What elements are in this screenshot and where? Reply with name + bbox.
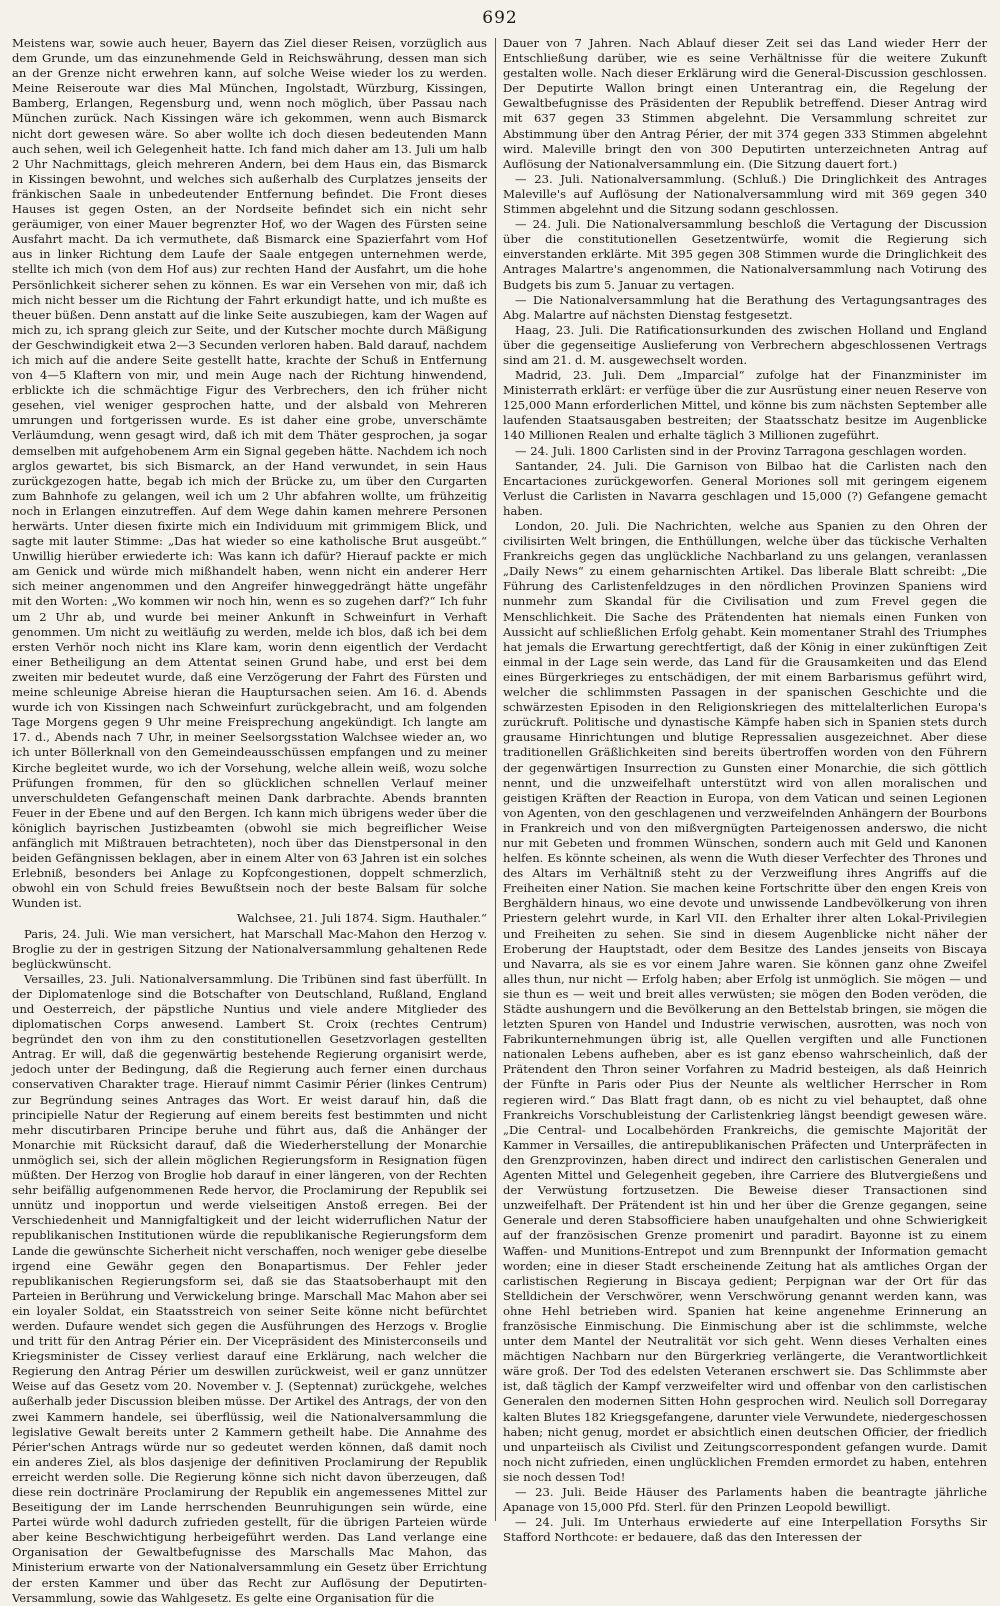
report-versailles-23: — 23. Juli. Nationalversammlung. (Schluß.) Die Dringlichkeit des Antrages Maleville's auf Auflösung der Nationalversammlung wird mit 369 gegen 340 Stimmen abgelehnt und die Sitzung sodann geschlossen. [503, 171, 987, 217]
report-madrid-24: — 24. Juli. 1800 Carlisten sind in der Provinz Tarragona geschlagen worden. [515, 443, 967, 458]
column-divider [495, 38, 496, 1521]
report-continuation: Dauer von 7 Jahren. Nach Ablauf dieser Zeit sei das Land wieder Herr der Entschließung darüber, wie es seine Verhältnisse für die weitere Zukunft gestalten wolle. Nach dieser Erklärung wird die General-Discussion geschlossen. Der Deputirte Wallon bringt einen Unterantrag ein, die Regelung der Gewaltbefugnisse des Präsidenten der Republik betreffend. Dieser Antrag wird mit 637 gegen 33 Stimmen abgelehnt. Die Versammlung schreitet zur Abstimmung über den Antrag Périer, der mit 374 gegen 333 Stimmen abgelehnt wird. Maleville bringt den von 300 Deputirten unterzeichneten Antrag auf Auflösung der Nationalversammlung ein. (Die Sitzung dauert fort.) [503, 36, 987, 171]
report-versailles: Versailles, 23. Juli. Nationalversammlung. Die Tribünen sind fast überfüllt. In der Diplomatenloge sind die Botschafter von Deutschland, Rußland, England und Oesterreich, der päpstliche Nuntius und viele andere Mitglieder des diplomatischen Corps anwesend. Lambert St. Croix (rechtes Centrum) begründet den von ihm zu den constitutionellen Gesetzvorlagen gestellten Antrag. Er will, daß die gegenwärtig bestehende Regierung organisirt werde, jedoch unter der Bedingung, daß die Regierung auch ferner einen durchaus conservativen Charakter trage. Hierauf nimmt Casimir Périer (linkes Centrum) zur Begründung seines Antrages das Wort. Er weist darauf hin, daß die principielle Natur der Regierung auf einem bereits fest bestimmten und nicht mehr discutirbaren Principe beruhe und führt aus, daß die Anhänger der Monarchie mit Rücksicht darauf, daß die Wiederherstellung der Monarchie unmöglich sei, sich der allein möglichen Regierungsform in Resignation fügen müßten. Der Herzog von Broglie hob darauf in einer längeren, von der Rechten sehr beifällig aufgenommenen Rede hervor, die Proclamirung der Republik sei unnütz und inopportun und werde vielseitigen Anstoß erregen. Bei der Verschiedenheit und Mannigfaltigkeit und der leicht widerruflichen Natur der republikanischen Institutionen würde die republikanische Regierungsform dem Lande die gewünschte Sicherheit nicht verschaffen, noch weniger gebe dieselbe irgend eine Gewähr gegen den Bonapartismus. Der Fehler jeder republikanischen Regierungsform sei, daß sie das Staatsoberhaupt mit den Parteien in Berührung und Verwickelung bringe. Marschall Mac Mahon aber sei ein loyaler Soldat, ein Staatsstreich von seiner Seite könne nicht befürchtet werden. Dufaure wendet sich gegen die Ausführungen des Herzogs v. Broglie und tritt für den Antrag Périer ein. Der Vicepräsident des Ministerconseils und Kriegsminister de Cissey verliest darauf eine Erklärung, nach welcher die Regierung den Antrag Périer um deswillen zurückweist, weil er ganz unnützer Weise auf das Gesetz vom 20. November v. J. (Septennat) zurückgehe, welches außerhalb jeder Discussion bleiben müsse. Der Artikel des Antrags, der von den zwei Kammern handele, sei überflüssig, weil die Nationalversammlung die legislative Gewalt bereits unter 2 Kammern getheilt habe. Die Annahme des Périer'schen Antrags würde nur so gedeutet werden können, daß damit noch ein anderes Ziel, als blos dasjenige der definitiven Proclamirung der Republik erreicht werden solle. Die Regierung könne sich nicht davon überzeugen, daß diese rein doctrinäre Proclamirung der Republik ein angemessenes Mittel zur Beseitigung der im Lande herrschenden Beunruhigungen sein würde, eine Partei würde wohl dadurch zufrieden gestellt, für die übrigen Parteien würde aber keine Beschwichtigung herbeigeführt werden. Das Land verlange eine Organisation der Gewaltbefugnisse des Marschalls Mac Mahon, das Ministerium erwarte von der Nationalversammlung ein Gesetz über Errichtung der ersten Kammer und über das Recht zur Auflösung der Deputirten-Versammlung, sowie das Wahlgesetz. Es gelte eine Organisation für die [12, 971, 487, 1605]
report-london: London, 20. Juli. Die Nachrichten, welche aus Spanien zu den Ohren der civilisirten Welt bringen, die Enthüllungen, welche über das tückische Verhalten Frankreichs gegen das unglückliche Nachbarland zu uns gelangen, veranlassen „Daily News“ zu einem geharnischten Artikel. Das liberale Blatt schreibt: „Die Führung des Carlistenfeldzuges in den nördlichen Provinzen Spaniens wird nunmehr zum Skandal für die Civilisation und zum Frevel gegen die Menschlichkeit. Die Sache des Prätendenten hat niemals einen Funken von Aussicht auf schließlichen Erfolg gehabt. Kein momentaner Strahl des Triumphes hat jemals die Erwartung gerechtfertigt, daß der König in einer zukünftigen Zeit einmal in der Lage sein werde, das Land für die Grausamkeiten und das Elend eines Bürgerkrieges zu entschädigen, der mit einem Barbarismus geführt wird, welcher die schlimmsten Passagen in der spanischen Geschichte und die schwärzesten Episoden in den Religionskriegen des mittelalterlichen Europa's zurückruft. Politische und dynastische Kämpfe haben sich in Spanien stets durch grausame Hinrichtungen und blutige Repressalien ausgezeichnet. Aber diese traditionellen Gräßlichkeiten sind bereits übertroffen worden von den Führern der gegenwärtigen Insurrection zu Gunsten einer Monarchie, die sich göttlich nennt, und die unzweifelhaft unterstützt wird von allen moralischen und geistigen Kräften der Reaction in Europa, von dem Vatican und seinen Legionen von Agenten, von den geschlagenen und verzweifelnden Anhängern der Bourbons in Frankreich und von den mißvergnügten Parteigenossen anderswo, die nicht nur mit Gebeten und frommen Wünschen, sondern auch mit Geld und Kanonen helfen. Es könnte scheinen, als wenn die Wuth dieser Verfechter des Thrones und des Altars im Verhältniß steht zu der Verzweiflung ihres Angriffs auf die Freiheiten einer Nation. Sie machen keine Fortschritte über den engen Kreis von Berghäldern hinaus, wo eine devote und unwissende Landbevölkerung von ihren Priestern gelehrt wurde, in Karl VII. den Erhalter ihrer alten Lokal-Privilegien und Freiheiten zu sehen. Sie sind in diesem Augenblicke nicht näher der Eroberung der Hauptstadt, oder dem Besitze des Landes jenseits von Biscaya und Navarra, als sie es vor einem Jahre waren. Sie können ganz ohne Zweifel alles thun, nur nicht — Erfolg haben; aber Erfolg ist unmöglich. Sie mögen — und sie thun es — weit und breit alles verwüsten; sie mögen den Boden veröden, die Städte aushungern und die Bevölkerung an den Bettelstab bringen, sie mögen die letzten Spuren von Handel und Industrie verwischen, ausrotten, was noch von Fabrikunternehmungen übrig ist, alle Quellen vergiften und alle Functionen nationalen Lebens aufheben, aber es ist ganz ebenso wahrscheinlich, daß der Prätendent den Thron seiner Vorfahren zu Madrid besteigen, als daß Heinrich der Fünfte in Paris oder Pius der Neunte als weltlicher Herrscher in Rom regieren wird.“ Das Blatt fragt dann, ob es nicht zu viel behauptet, daß ohne Frankreichs Vorschubleistung der Carlistenkrieg längst beendigt gewesen wäre. „Die Central- und Localbehörden Frankreichs, die gemischte Majorität der Kammer in Versailles, die antirepublikanischen Präfecten und Unterpräfecten in den Grenzprovinzen, haben direct und indirect den carlistischen Generalen und Agenten Mittel und Gelegenheit gegeben, ihre Carriere des Blutvergießens und der Verwüstung fortzusetzen. Die Beweise dieser Transactionen sind unzweifelhaft. Der Prätendent ist hin und her über die Grenze gegangen, seine Generale und deren Stabsofficiere haben unaufgehalten und ohne Schwierigkeit auf der französischen Grenze promenirt und paradirt. Bayonne ist zu einem Waffen- und Munitions-Entrepot und zum Brennpunkt der Information gemacht worden; eine in dieser Stadt erscheinende Zeitung hat als amtliches Organ der carlistischen Regierung in Biscaya gedient; Perpignan war der Ort für das Stelldichein der Verschwörer, wenn Verschwörung genannt werden kann, was ohne Hehl betrieben wird. Spanien hat keine angenehme Erinnerung an französische Einmischung. Die Einmischung aber ist die schlimmste, welche unter dem Mantel der Neutralität vor sich geht. Wenn dieses Verhalten eines mächtigen Nachbarn nur den Bürgerkrieg verlängerte, die Verantwortlichkeit wäre groß. Der Tod des edelsten Veteranen erschwert sie. Das Schlimmste aber ist, daß täglich der Kampf verzweifelter wird und offenbar von den carlistischen Generalen den modernen Sitten Hohn gesprochen wird. Neulich soll Dorregaray kalten Blutes 182 Kriegsgefangene, darunter viele Verwundete, niedergeschossen haben; nicht genug, mordet er absichtlich einen deutschen Officier, der friedlich und unparteiisch als Civilist und Zeitungscorrespondent gefangen wurde. Damit noch nicht zufrieden, einen unglücklichen Fremden ermordet zu haben, entehren sie noch dessen Tod! [503, 519, 987, 1484]
report-versailles-24: — 24. Juli. Die Nationalversammlung beschloß die Vertagung der Discussion über die constitutionellen Gesetzentwürfe, womit die Regierung sich einverstanden erklärte. Mit 395 gegen 308 Stimmen wurde die Dringlichkeit des Antrages Malartre's angenommen, die Nationalversammlung nach Votirung des Budgets bis zum 5. Januar zu vertagen. [503, 217, 987, 292]
report-london-24: — 24. Juli. Im Unterhaus erwiederte auf eine Interpellation Forsyths Sir Stafford Northcote: er bedauere, daß das den Interessen der [503, 1515, 987, 1545]
report-paris: Paris, 24. Juli. Wie man versichert, hat Marschall Mac-Mahon den Herzog v. Broglie zu der in gestrigen Sitzung der Nationalversammlung gehaltenen Rede beglückwünscht. [12, 926, 487, 971]
report-madrid: Madrid, 23. Juli. Dem „Imparcial“ zufolge hat der Finanzminister im Ministerrath erklärt: er verfüge über die zur Ausrüstung einer neuen Reserve von 125,000 Mann erforderlichen Mittel, und könne bis zum nächsten September alle laufenden Staatsausgaben bestreiten; der Staatsschatz besitze im Augenblicke 140 Millionen Realen und erhalte täglich 3 Millionen zugeführt. [503, 368, 987, 443]
report-haag: Haag, 23. Juli. Die Ratificationsurkunden des zwischen Holland und England über die gegenseitige Auslieferung von Verbrechern abgeschlossenen Vertrags sind am 21. d. M. ausgewechselt worden. [503, 322, 987, 367]
report-london-23: — 23. Juli. Beide Häuser des Parlaments haben die beantragte jährliche Apanage von 15,000 Pfd. Sterl. für den Prinzen Leopold bewilligt. [503, 1485, 987, 1515]
column-right [503, 36, 987, 1545]
column-left [12, 36, 487, 1605]
page-number: 692 [482, 8, 518, 28]
letter-paragraph: Meistens war, sowie auch heuer, Bayern das Ziel dieser Reisen, vorzüglich aus dem Grunde, um das einzunehmende Geld in Reichswährung, dessen man sich an der Grenze nicht erwehren kann, auf solche Weise wieder los zu werden. Meine Reiseroute war dies Mal München, Ingolstadt, Würzburg, Kissingen, Bamberg, Erlangen, Regensburg und, wenn noch möglich, über Passau nach München zurück. Nach Kissingen wäre ich gekommen, wenn auch Bismarck nicht dort gewesen wäre. So aber wollte ich doch diesen bedeutenden Mann auch sehen, weil ich Gelegenheit hatte. Ich fand mich daher am 13. Juli um halb 2 Uhr Nachmittags, gleich mehreren Andern, bei dem Haus ein, das Bismarck in Kissingen bewohnt, und welches sich außerhalb des Curplatzes jenseits der fränkischen Saale in unbedeutender Entfernung befindet. Die Front dieses Hauses ist gegen Osten, an der Nordseite befindet sich ein nicht sehr geräumiger, von einer Mauer begrenzter Hof, wo der Wagen des Fürsten seine Ausfahrt macht. Da ich vermuthete, daß Bismarck eine Spazierfahrt vom Hof aus in linker Richtung dem Laufe der Saale entgegen unternehmen werde, stellte ich mich (von dem Hof aus) zur rechten Hand der Ausfahrt, um die hohe Persönlichkeit sicherer sehen zu können. Es war ein Versehen von mir, daß ich mich nicht besser um die Richtung der Fahrt erkundigt hatte, und ich mußte es theuer büßen. Denn anstatt auf die linke Seite auszubiegen, kam der Wagen auf mich zu, ich sprang gleich zur Seite, und der Kutscher mochte durch Mäßigung der Geschwindigkeit etwa 2—3 Secunden verloren haben. Bald darauf, nachdem ich mich auf die andere Seite gestellt hatte, krachte der Schuß in Entfernung von 4—5 Klaftern von mir, und mein Auge nach der Richtung hinwendend, erblickte ich die schmächtige Figur des Verbrechers, den ich früher nicht gesehen, viel weniger gesprochen hatte, und der alsbald von Mehreren umrungen und fortgerissen wurde. Es ist daher eine grobe, unverschämte Verläumdung, wenn gesagt wird, daß ich mit dem Thäter gesprochen, ja sogar demselben mit aufgehobenem Arm ein Signal gegeben hätte. Nachdem ich noch arglos gewartet, bis sich Bismarck, an der Hand verwundet, in sein Haus zurückgezogen hatte, begab ich mich der Brücke zu, um über den Curgarten zum Bahnhofe zu gelangen, weil ich um 2 Uhr abfahren wollte, um frühzeitig noch in Erlangen einzutreffen. Auf dem Wege dahin kamen mehrere Personen herwärts. Unter diesen fixirte mich ein Individuum mit grimmigem Blick, und sagte mit lauter Stimme: „Das hat wieder so eine katholische Brut ausgeübt.“ Unwillig hierüber erwiederte ich: Was kann ich dafür? Hierauf packte er mich am Genick und würde mich mißhandelt haben, wenn nicht ein anderer Herr sich meiner angenommen und den Angreifer hinweggedrängt hätte ungefähr mit den Worten: „Wo kommen wir noch hin, wenn es so zugehen darf?“ Ich fuhr um 2 Uhr ab, und wurde bei meiner Ankunft in Schweinfurt in Verhaft genommen. Um nicht zu weitläufig zu werden, melde ich blos, daß ich bei dem ersten Verhör noch nicht ins Klare kam, worin denn eigentlich der Verdacht einer Betheiligung an dem Attentat seinen Grund habe, und erst bei dem zweiten mir bedeutet wurde, daß eine Verzögerung der Fahrt des Fürsten und meine schleunige Abreise hieran die Hauptursachen seien. Am 16. d. Abends wurde ich von Kissingen nach Schweinfurt zurückgebracht, und am folgenden Tage Morgens gegen 9 Uhr meine Freisprechung angekündigt. Ich langte am 17. d., Abends nach 7 Uhr, in meiner Seelsorgsstation Walchsee wieder an, wo ich unter Böllerknall von den Gemeindeausschüssen empfangen und zu meiner Kirche begleitet wurde, wo ich der Vorsehung, welche allein weiß, wozu solche Prüfungen frommen, für den so glücklichen schnellen Verlauf meiner unverschuldeten Gefangenschaft meinen Dank darbrachte. Abends brannten Feuer in der Ebene und auf den Bergen. Ich kann mich übrigens weder über die königlich bayrischen Justizbeamten (obwohl sie mich begreiflicher Weise anfänglich mit Mißtrauen betrachteten), noch über das Dienstpersonal in den beiden Gefängnissen beklagen, aber in einem Alter von 63 Jahren ist ein solches Erlebniß, besonders bei Anlage zu Kopfcongestionen, doppelt schmerzlich, obwohl ein von Schuld freies Bewußtsein noch der beste Balsam für solche Wunden ist. [12, 36, 487, 911]
report-vertagung: — Die Nationalversammlung hat die Berathung des Vertagungsantrages des Abg. Malartre auf nächsten Dienstag festgesetzt. [503, 292, 987, 322]
letter-signature: Walchsee, 21. Juli 1874. Sigm. Hauthaler.“ [236, 911, 487, 926]
report-santander: Santander, 24. Juli. Die Garnison von Bilbao hat die Carlisten nach den Encartaciones zurückgeworfen. General Moriones soll mit geringem eigenem Verlust die Carlisten in Navarra geschlagen und 15,000 (?) Gefangene gemacht haben. [503, 458, 987, 518]
